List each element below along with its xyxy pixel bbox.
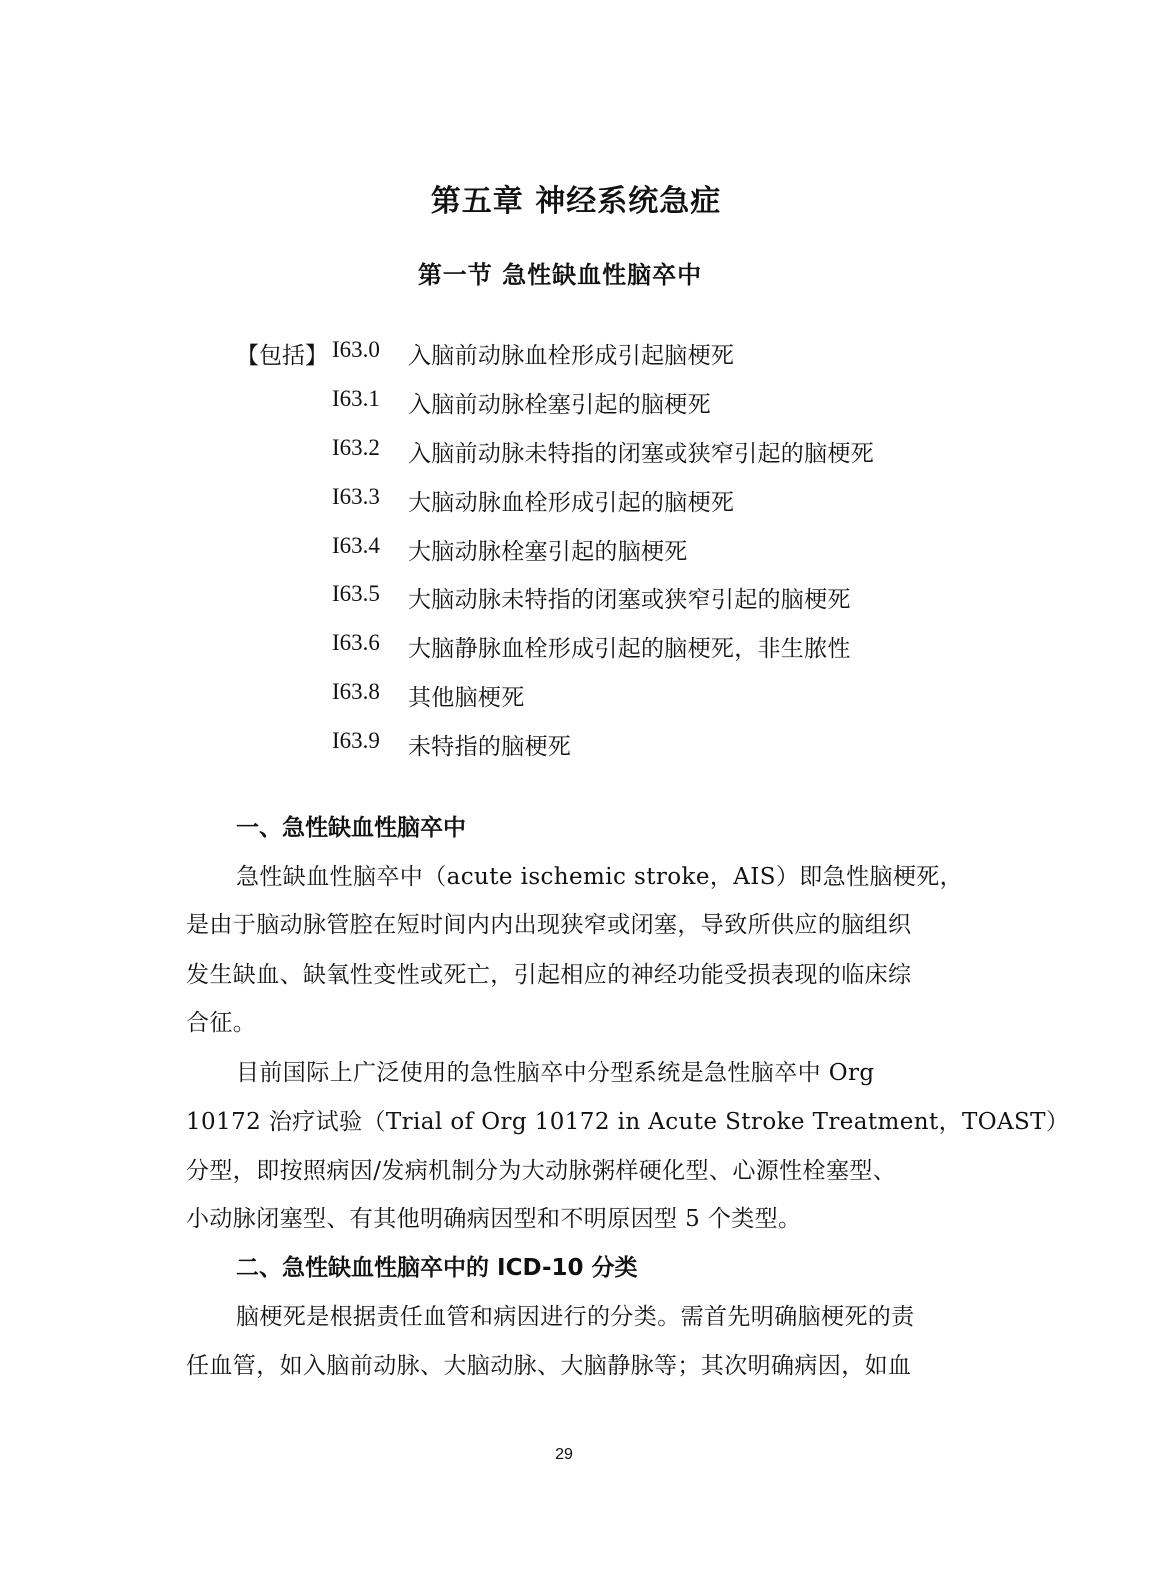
code-item: I63.0 <box>332 337 380 362</box>
code-description: 大脑静脉血栓形成引起的脑梗死，非生脓性 <box>408 636 851 662</box>
text-line: 10172 治疗试验（Trial of Org 10172 in Acute Stroke Treatment，TOAST） <box>186 1109 1070 1135</box>
heading-acute-ischemic-stroke: 一、急性缺血性脑卒中 <box>236 815 466 841</box>
text-line: 脑梗死是根据责任血管和病因进行的分类。需首先明确脑梗死的责 <box>236 1304 915 1330</box>
text-line: 合征。 <box>186 1010 257 1036</box>
code-item: I63.1 <box>332 386 380 411</box>
section-title: 第一节 急性缺血性脑卒中 <box>417 261 703 289</box>
code-item: I63.3 <box>332 484 380 509</box>
text-line: 急性缺血性脑卒中（acute ischemic stroke，AIS）即急性脑梗死， <box>236 864 964 890</box>
code-item: I63.6 <box>332 630 380 655</box>
code-description: 入脑前动脉未特指的闭塞或狭窄引起的脑梗死 <box>408 441 874 467</box>
code-item: I63.2 <box>332 435 380 460</box>
page-number: 29 <box>555 1446 573 1463</box>
heading-icd10-classification: 二、急性缺血性脑卒中的 ICD-10 分类 <box>236 1255 638 1281</box>
code-description: 其他脑梗死 <box>408 685 525 711</box>
text-line: 发生缺血、缺氧性变性或死亡，引起相应的神经功能受损表现的临床综 <box>186 962 912 988</box>
text-line: 分型，即按照病因/发病机制分为大动脉粥样硬化型、心源性栓塞型、 <box>186 1158 897 1184</box>
code-description: 入脑前动脉血栓形成引起脑梗死 <box>408 343 735 369</box>
code-item: I63.5 <box>332 581 380 606</box>
code-item: I63.9 <box>332 728 380 753</box>
code-description: 入脑前动脉栓塞引起的脑梗死 <box>408 392 711 418</box>
chapter-title: 第五章 神经系统急症 <box>430 184 722 219</box>
text-line: 是由于脑动脉管腔在短时间内内出现狭窄或闭塞，导致所供应的脑组织 <box>186 912 912 938</box>
code-description: 大脑动脉血栓形成引起的脑梗死 <box>408 490 735 516</box>
code-description: 大脑动脉栓塞引起的脑梗死 <box>408 539 688 565</box>
text-line: 目前国际上广泛使用的急性脑卒中分型系统是急性脑卒中 Org <box>236 1060 875 1086</box>
code-description: 未特指的脑梗死 <box>408 734 572 760</box>
code-item: I63.8 <box>332 679 380 704</box>
code-item: I63.4 <box>332 533 380 558</box>
text-line: 小动脉闭塞型、有其他明确病因型和不明原因型 5 个类型。 <box>186 1206 802 1232</box>
text-line: 任血管，如入脑前动脉、大脑动脉、大脑静脉等；其次明确病因，如血 <box>186 1353 912 1379</box>
includes-label: 【包括】 <box>236 343 328 369</box>
code-description: 大脑动脉未特指的闭塞或狭窄引起的脑梗死 <box>408 587 851 613</box>
